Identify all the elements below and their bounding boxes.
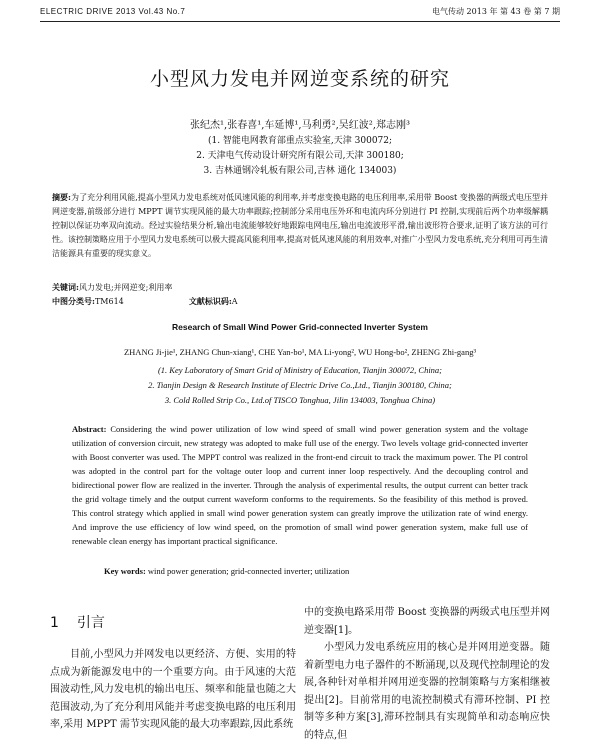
keywords-en-label: Key words: xyxy=(104,566,146,576)
header-rule xyxy=(40,21,560,22)
intro-paragraph-1: 目前,小型风力并网发电以更经济、方便、实用的特点成为新能源发电中的一个重要方向。由于风速的大范围波动性,风力发电机的输出电压、频率和能量也随之大范围波动,为了充分利用风能并考虑变换电路的电压利用率,采用 MPPT 需节实现风能的最大功率跟踪,因此系统 xyxy=(50,649,296,730)
keywords-en xyxy=(104,566,544,576)
classification-line xyxy=(52,294,548,309)
doc-code-value: A xyxy=(231,297,238,306)
affiliation-3: 3. 吉林通钢冷轧板有限公司,吉林 通化 134003) xyxy=(203,166,397,176)
abstract-cn-label: 摘要: xyxy=(52,192,72,202)
english-authors: ZHANG Ji-jie¹, ZHANG Chun-xiang¹, CHE Yan-bo¹, MA Li-yong², WU Hong-bo², ZHENG Zhi-gang³ xyxy=(123,347,477,357)
body-column-left xyxy=(50,604,296,734)
right-paragraph-2: 小型风力发电系统应用的核心是并网用逆变器。随着新型电力电子器件的不断涌现,以及现代控制理论的发展,各种针对单相并网用逆变器的控制策略与方案相继被提出[2]。目前常用的电流控制模式有滞环控制、PI 控制等多种方案[3],滞环控制具有实现简单和动态响应快的特点,但 xyxy=(304,642,550,741)
keywords-en-text: wind power generation; grid-connected inverter; utilization xyxy=(147,566,350,576)
abstract-en xyxy=(72,422,528,548)
section-heading xyxy=(50,612,296,634)
abstract-en-text: Considering the wind power utilization of low wind speed of small wind power generation system and the voltage utilization of conversion circuit, new strategy was adopted to make full use of the energy. Two levels voltage grid-connected inverter with Boost converter was used. The MPPT control was realized in the front-end circuit to track the maximum power. The PI control was adopted in the control part for the voltage outer loop and current inner loop respectively. And the decoupling control and bidirectional power flow are realized in the inverter. Through the analysis of experimental results, the output current can better track the grid voltage timely and the output current waveform conforms to the requirements. So the feasibility of this method is proved. This control strategy which applied in small wind power generation system can greatly improve the utilization rate of wind energy. And improve the use efficiency of low wind speed, on the promotion of small wind power generation system, make full use of renewable clean energy has important practical significance. xyxy=(72,424,529,546)
paper-title: 小型风力发电并网逆变系统的研究 xyxy=(149,68,450,90)
keywords-cn xyxy=(52,280,548,295)
keywords-cn-text: 风力发电;并网逆变;利用率 xyxy=(78,283,173,292)
section-number: 1 xyxy=(50,615,59,631)
abstract-en-label: Abstract: xyxy=(72,424,107,434)
english-title: Research of Small Wind Power Grid-connected Inverter System xyxy=(172,322,428,332)
english-affiliation-1: (1. Key Laboratory of Smart Grid of Ministry of Education, Tianjin 300072, China; xyxy=(157,365,443,375)
abstract-cn xyxy=(52,190,548,261)
affiliation-1: (1. 智能电网教育部重点实验室,天津 300072; xyxy=(207,136,393,146)
body-column-right xyxy=(304,604,550,744)
keywords-cn-label: 关键词: xyxy=(52,282,79,292)
journal-header-left: ELECTRIC DRIVE 2013 Vol.43 No.7 xyxy=(40,7,186,16)
english-affiliation-3: 3. Cold Rolled Strip Co., Ltd.of TISCO Tonghua, Jilin 134003, Tonghua China) xyxy=(164,395,436,405)
section-title: 引言 xyxy=(76,615,105,631)
author-list: 张纪杰¹,张春喜¹,车延博¹,马利勇²,吴红波²,郑志刚³ xyxy=(190,120,410,131)
doc-code-label: 文献标识码: xyxy=(188,296,232,306)
journal-header-right: 电气传动 2013 年 第 43 卷 第 7 期 xyxy=(432,7,560,16)
affiliation-2: 2. 天津电气传动设计研究所有限公司,天津 300180; xyxy=(196,151,404,161)
clc-value: TM614 xyxy=(94,297,124,306)
running-header xyxy=(40,6,560,17)
english-affiliation-2: 2. Tianjin Design & Research Institute of Electric Drive Co.,Ltd., Tianjin 300180, China; xyxy=(148,380,452,390)
clc-label: 中图分类号: xyxy=(52,296,95,306)
right-paragraph-1: 中的变换电路采用带 Boost 变换器的两级式电压型并网逆变器[1]。 xyxy=(304,607,550,636)
abstract-cn-text: 为了充分利用风能,提高小型风力发电系统对低风速风能的利用率,并考虑变换电路的电压利用率,采用带 Boost 变换器的两级式电压型并网逆变器,前级部分进行 MPPT 调节实现风能的最大功率跟踪;控制部分采用电压外环和电流内环分别进行 PI 控制,实现前后两个功率级解耦控制以保证功率双向流动。经过实验结果分析,输出电流能够较好地跟踪电网电压,输出电流波形平滑,输出波形符合要求,证明了该方法的可行性。该控制策略应用于小型风力发电系统可以极大提高风能利用率,提高对低风速风能的利用效率,对推广小型风力发电系统,充分利用可再生清洁能源具有重要的现实意义。 xyxy=(52,193,549,258)
